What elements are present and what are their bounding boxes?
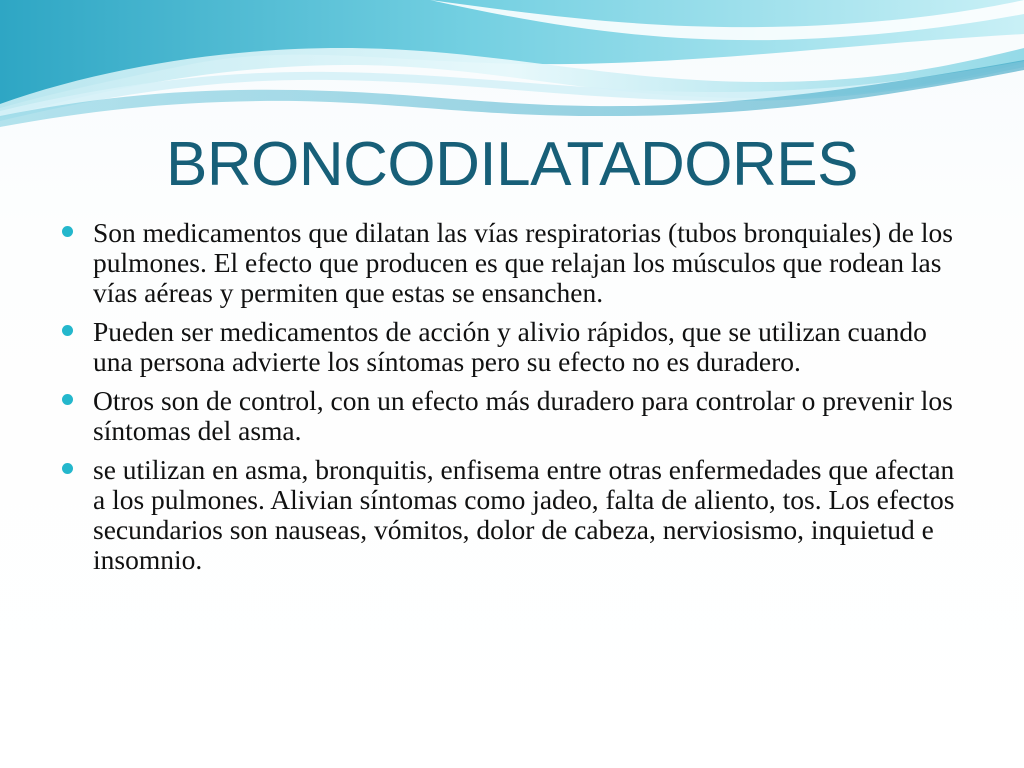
bullet-text: Son medicamentos que dilatan las vías respiratorias (tubos bronquiales) de los pulmones. El efecto que producen es que relajan los músculos que rodean las vías aéreas y permiten que estas se ensanchen. (93, 217, 953, 308)
bullet-item (62, 455, 972, 575)
bullet-dot-icon (62, 463, 73, 474)
header-wave-decoration (0, 0, 1024, 140)
bullet-dot-icon (62, 226, 73, 237)
slide-title: BRONCODILATADORES (166, 130, 858, 199)
bullet-text: se utilizan en asma, bronquitis, enfisema entre otras enfermedades que afectan a los pulmones. Alivian síntomas como jadeo, falta de aliento, tos. Los efectos secundarios son nauseas, vómitos, dolor de cabeza, nerviosismo, inquietud e insomnio. (93, 454, 955, 575)
bullet-item (62, 386, 972, 446)
bullet-dot-icon (62, 325, 73, 336)
bullet-item (62, 317, 972, 377)
bullet-text: Pueden ser medicamentos de acción y alivio rápidos, que se utilizan cuando una persona advierte los síntomas pero su efecto no es duradero. (93, 316, 927, 377)
bullet-dot-icon (62, 394, 73, 405)
bullet-text: Otros son de control, con un efecto más duradero para controlar o prevenir los síntomas del asma. (93, 385, 953, 446)
bullet-list (62, 218, 972, 584)
bullet-item (62, 218, 972, 308)
